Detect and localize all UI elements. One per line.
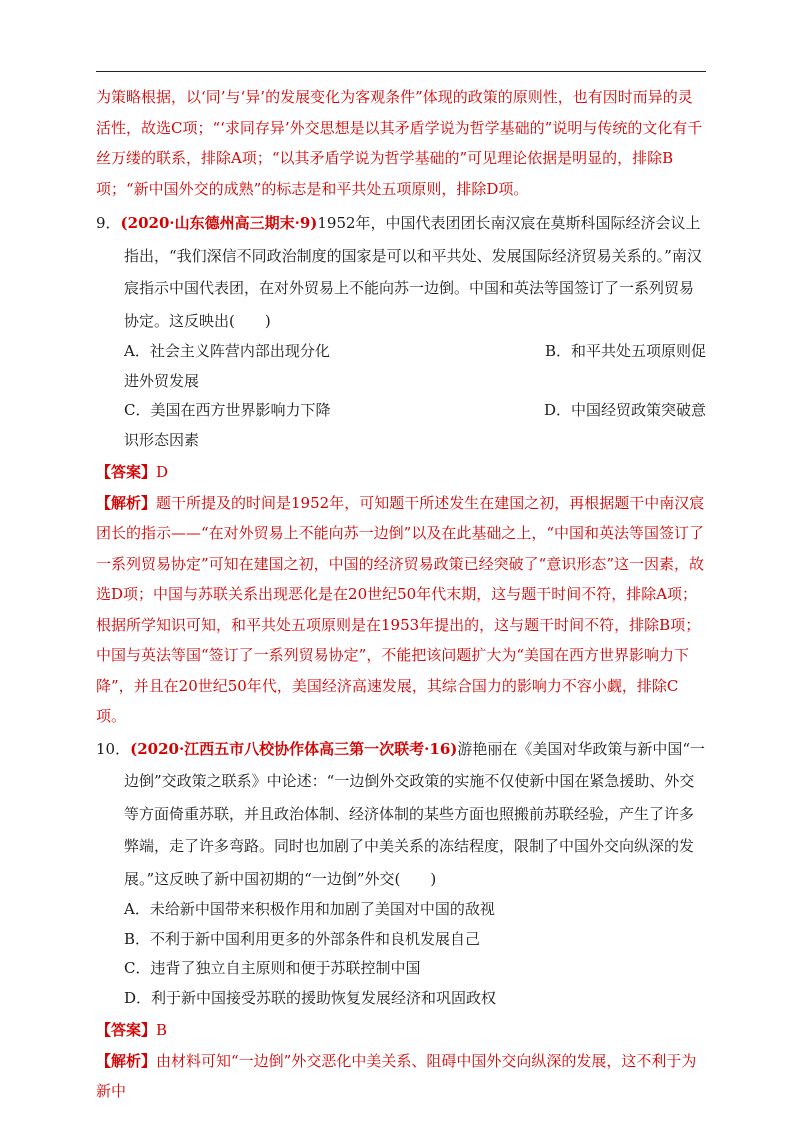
option-a: A．未给新中国带来积极作用和加剧了美国对中国的敌视 (124, 900, 495, 918)
document-page (96, 82, 706, 1107)
header-rule (96, 71, 706, 72)
option-d: D．利于新中国接受苏联的援助恢复发展经济和巩固政权 (124, 988, 497, 1007)
analysis-label: 【解析】 (96, 1051, 157, 1070)
option-d-continued: 识形态因素 (124, 430, 200, 449)
answer-9 (96, 457, 706, 488)
option-b: B．不利于新中国利用更多的外部条件和良机发展自己 (124, 929, 481, 948)
answer-value: B (156, 1021, 168, 1040)
option-d: D．中国经贸政策突破意 (543, 401, 706, 419)
previous-explanation: 为策略根据，以‘同’与‘异’的发展变化为客观条件”体现的政策的原则性，也有因时而异的灵活性，故选C项；“‘求同存异’外交思想是以其矛盾学说为哲学基础的”说明与传统的文化有千丝万缕的联系，排除A项；“以其矛盾学说为哲学基础的”可见理论依据是明显的，排除B项；“新中国外交的成熟”的标志是和平共处五项原则，排除D项。 (96, 88, 703, 198)
question-9-stem (96, 207, 706, 337)
answer-10 (96, 1015, 706, 1046)
question-10-stem (96, 733, 706, 896)
question-text: 游艳丽在《美国对华政策与新中国“一边倒”交政策之联系》中论述：“一边倒外交政策的实施不仅使新中国在紧急援助、外交等方面倚重苏联，并且政治体制、经济体制的某些方面也照搬前苏联经验，产生了许多弊端，走了许多弯路。同时也加剧了中美关系的冻结程度，限制了中国外交向纵深的发展。”这反映了新中国初期的“一边倒”外交( ) (124, 739, 706, 888)
question-source: (2020·山东德州高三期末·9) (120, 214, 318, 232)
question-number: 9． (96, 214, 121, 232)
answer-label: 【答案】 (96, 463, 157, 481)
option-c: C．美国在西方世界影响力下降 (124, 401, 331, 419)
analysis-10 (96, 1046, 706, 1107)
options-row-ab (124, 337, 706, 367)
analysis-text: 由材料可知“一边倒”外交恶化中美关系、阻碍中国外交向纵深的发展，这不利于为新中 (96, 1051, 697, 1101)
answer-label: 【答案】 (96, 1021, 157, 1040)
question-source: (2020·江西五市八校协作体高三第一次联考·16) (130, 739, 458, 758)
option-a: A．社会主义阵营内部出现分化 (124, 342, 330, 360)
option-b-continued: 进外贸发展 (124, 371, 200, 390)
question-9 (96, 207, 706, 732)
question-10 (96, 733, 706, 1107)
question-number: 10． (96, 739, 131, 758)
analysis-text: 题干所提及的时间是1952年，可知题干所述发生在建国之初，再根据题干中南汉宸团长的指示——“在对外贸易上不能向苏一边倒”以及在此基础之上，“中国和英法等国签订了一系列贸易协定”可知在建国之初，中国的经济贸易政策已经突破了“意识形态”这一因素，故选D项；中国与苏联关系出现恶化是在20世纪50年代末期，这与题干时间不符，排除A项；根据所学知识可知，和平共处五项原则是在1953年提出的，这与题干时间不符，排除B项；中国与英法等国“签订了一系列贸易协定”，不能把该问题扩大为“美国在西方世界影响力下降”，并且在20世纪50年代，美国经济高速发展，其综合国力的影响力不容小觑，排除C项。 (96, 493, 705, 725)
options-row-cd (124, 396, 706, 426)
question-text: 1952年，中国代表团团长南汉宸在莫斯科国际经济会议上指出，“我们深信不同政治制度的国家是可以和平共处、发展国际经济贸易关系的。”南汉宸指示中国代表团，在对外贸易上不能向苏一边倒。中国和英法等国签订了一系列贸易协定。这反映出( ) (124, 214, 702, 330)
answer-value: D (156, 463, 169, 481)
option-b: B．和平共处五项原则促 (544, 342, 706, 360)
analysis-label: 【解析】 (96, 493, 157, 512)
option-c: C．违背了独立自主原则和便于苏联控制中国 (124, 959, 421, 978)
analysis-9 (96, 488, 706, 732)
